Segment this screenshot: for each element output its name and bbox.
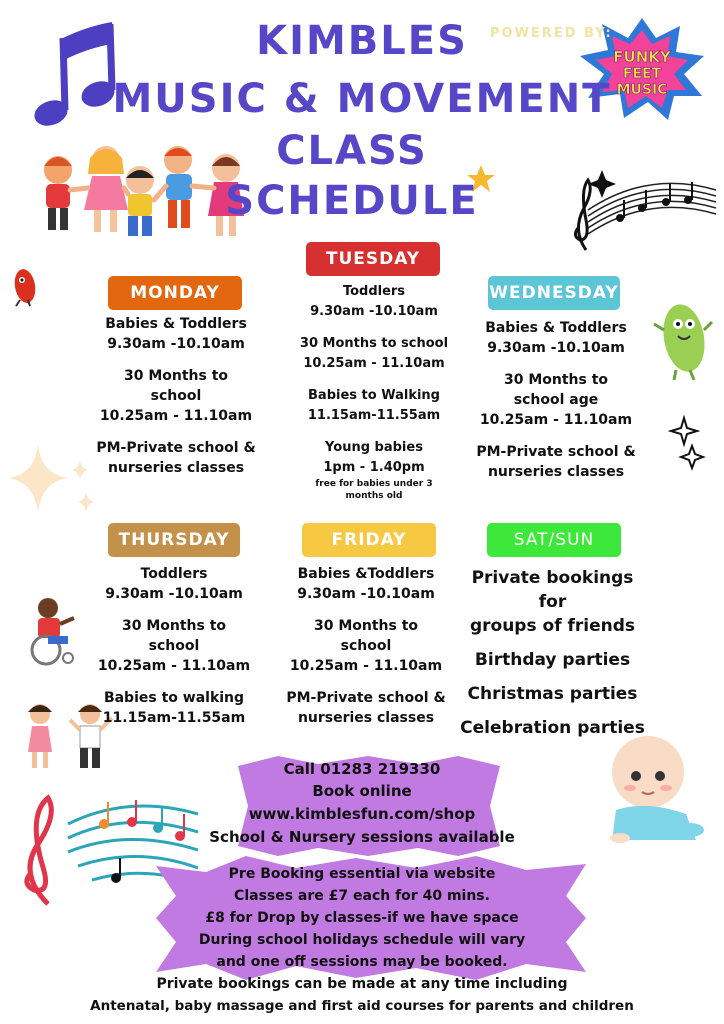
footer-line-1: Private bookings can be made at any time including xyxy=(156,976,568,992)
contact-book-online: Book online xyxy=(312,782,412,800)
footer-line-2: Antenatal, baby massage and first aid courses for parents and children xyxy=(90,998,634,1014)
tuesday-item: Young babies 1pm - 1.40pm xyxy=(323,440,425,475)
day-label-tuesday: TUESDAY xyxy=(306,242,440,276)
day-label-thursday: THURSDAY xyxy=(108,523,240,557)
weekend-item: Private bookings for groups of friends xyxy=(469,568,636,636)
info-line-5: and one off sessions may be booked. xyxy=(216,954,508,970)
wednesday-item: Babies & Toddlers 9.30am -10.10am xyxy=(485,320,627,356)
info-line-2: Classes are £7 each for 40 mins. xyxy=(234,888,490,904)
thursday-schedule xyxy=(86,564,262,740)
logo-text-music: MUSIC xyxy=(616,82,668,98)
red-bean-character-icon xyxy=(10,266,40,310)
friday-item: 30 Months to school 10.25am - 11.10am xyxy=(289,618,443,674)
info-line-4: During school holidays schedule will vary xyxy=(198,932,526,948)
day-label-monday: MONDAY xyxy=(108,276,242,310)
contact-sessions: School & Nursery sessions available xyxy=(209,828,515,846)
monday-item: Babies & Toddlers 9.30am -10.10am xyxy=(105,316,247,352)
tuesday-item: Toddlers 9.30am -10.10am xyxy=(310,284,438,319)
friday-schedule xyxy=(280,564,452,740)
title-line-1: KIMBLES xyxy=(256,18,468,64)
wednesday-item: PM-Private school & nurseries classes xyxy=(476,444,636,480)
monday-item: PM-Private school & nurseries classes xyxy=(96,440,256,476)
friday-item: Babies &Toddlers 9.30am -10.10am xyxy=(297,566,435,602)
title-line-3: CLASS xyxy=(276,128,428,174)
wednesday-schedule xyxy=(470,318,642,494)
monday-item: 30 Months to school 10.25am - 11.10am xyxy=(99,368,253,424)
tuesday-item: Babies to Walking 11.15am-11.55am xyxy=(307,388,441,423)
day-label-satsun: SAT/SUN xyxy=(487,523,621,557)
weekend-item: Christmas parties xyxy=(467,684,638,704)
sparkle-cream-icon xyxy=(6,442,96,522)
weekend-schedule xyxy=(455,566,650,750)
tuesday-note: free for babies under 3 months old xyxy=(315,479,433,501)
tuesday-schedule xyxy=(288,282,460,514)
day-label-friday: FRIDAY xyxy=(302,523,436,557)
info-line-3: £8 for Drop by classes-if we have space xyxy=(205,910,519,926)
logo-text-funky: FUNKY xyxy=(613,48,671,66)
title-line-4: SCHEDULE xyxy=(225,178,479,224)
tuesday-item: 30 Months to school 10.25am - 11.10am xyxy=(299,336,449,371)
powered-by-label: POWERED BY: xyxy=(490,26,613,41)
thursday-item: Babies to walking 11.15am-11.55am xyxy=(102,690,246,726)
thursday-item: 30 Months to school 10.25am - 11.10am xyxy=(97,618,251,674)
title-line-2: MUSIC & MOVEMENT xyxy=(112,76,612,122)
weekend-item: Celebration parties xyxy=(460,718,645,738)
day-label-wednesday: WEDNESDAY xyxy=(488,276,620,310)
green-pea-character-icon xyxy=(652,296,714,382)
monday-schedule xyxy=(88,314,264,490)
logo-text-feet: FEET xyxy=(622,66,662,82)
wednesday-item: 30 Months to school age 10.25am - 11.10am xyxy=(479,372,633,428)
thursday-item: Toddlers 9.30am -10.10am xyxy=(105,566,243,602)
contact-call: Call 01283 219330 xyxy=(283,760,441,778)
info-line-1: Pre Booking essential via website xyxy=(228,866,496,882)
friday-item: PM-Private school & nurseries classes xyxy=(286,690,446,726)
weekend-item: Birthday parties xyxy=(474,650,631,670)
contact-url-link[interactable]: www.kimblesfun.com/shop xyxy=(248,805,476,823)
sparkle-icon xyxy=(670,416,710,472)
wheelchair-child-icon xyxy=(24,596,80,668)
